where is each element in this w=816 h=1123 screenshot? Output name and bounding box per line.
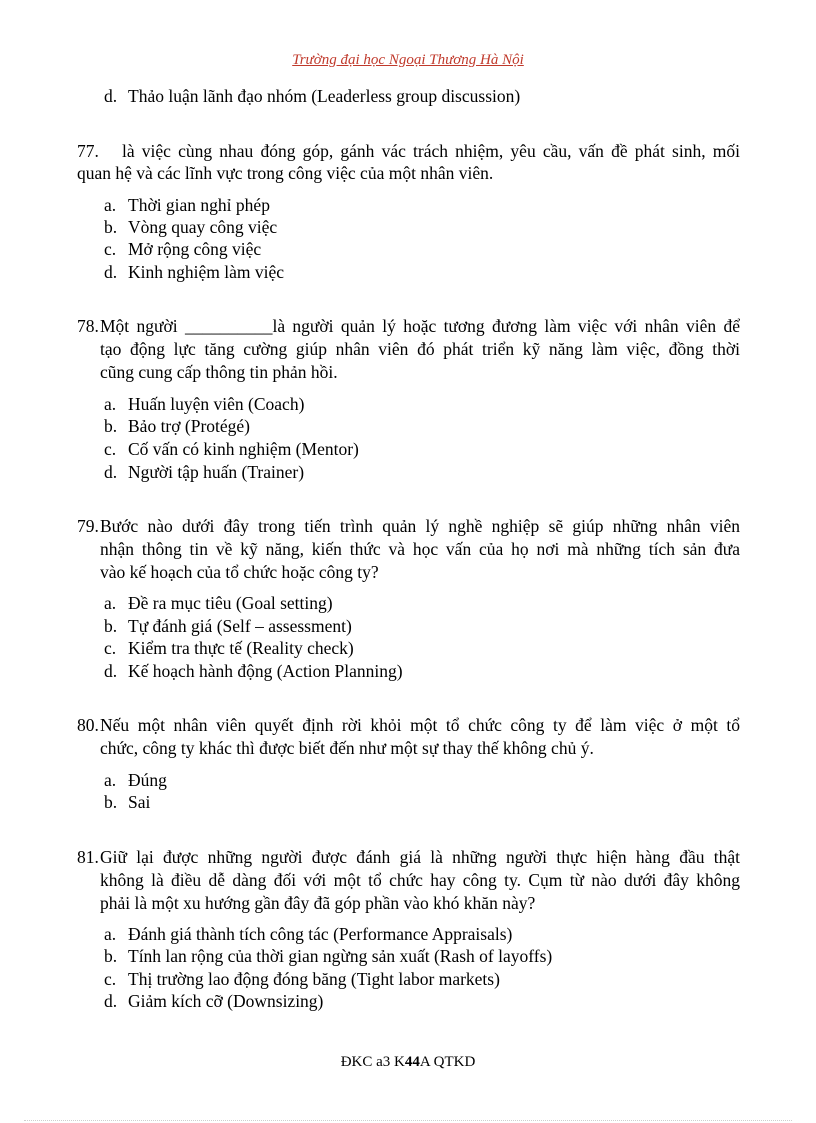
question-number: 79. bbox=[77, 516, 99, 536]
option-letter: c. bbox=[104, 638, 117, 658]
page-number: 44 bbox=[404, 1054, 420, 1070]
question-text-line: phải là một xu hướng gần đây đã góp phần vào khó khăn này? bbox=[100, 893, 536, 913]
question-text-line: không là điều dễ dàng đối với một tổ chức hay công ty. Cụm từ nào dưới đây không bbox=[100, 870, 740, 890]
option-text: Đánh giá thành tích công tác (Performance Appraisals) bbox=[128, 924, 513, 944]
question-number: 80. bbox=[77, 715, 99, 735]
option-letter: c. bbox=[104, 239, 117, 259]
option-letter: a. bbox=[104, 770, 117, 790]
option-letter: a. bbox=[104, 394, 117, 414]
option-text: Cố vấn có kinh nghiệm (Mentor) bbox=[128, 439, 359, 459]
question-text-line: cũng cung cấp thông tin phản hồi. bbox=[100, 362, 338, 382]
question-text-line: nhận thông tin về kỹ năng, kiến thức và học vấn của họ nơi mà những tích sản đưa bbox=[100, 539, 740, 559]
option-text: Mở rộng công việc bbox=[128, 239, 262, 259]
option-letter: d. bbox=[104, 262, 118, 282]
option-letter: b. bbox=[104, 217, 118, 237]
option-letter: c. bbox=[104, 439, 117, 459]
page-bottom-divider bbox=[24, 1120, 792, 1121]
option-text: Người tập huấn (Trainer) bbox=[128, 462, 305, 482]
footer-prefix: ĐKC a3 K bbox=[340, 1054, 405, 1070]
option-letter: c. bbox=[104, 969, 117, 989]
option-text: Giảm kích cỡ (Downsizing) bbox=[128, 991, 324, 1011]
question-text-line: Nếu một nhân viên quyết định rời khỏi một tổ chức công ty để làm việc ở một tổ bbox=[100, 715, 740, 735]
option-text: Kiểm tra thực tế (Reality check) bbox=[128, 638, 354, 658]
option-letter: b. bbox=[104, 616, 118, 636]
option-letter: d. bbox=[104, 462, 118, 482]
question-text-line: Bước nào dưới đây trong tiến trình quản lý nghề nghiệp sẽ giúp những nhân viên bbox=[100, 516, 740, 536]
footer-suffix: A QTKD bbox=[419, 1054, 476, 1070]
question-number: 77. bbox=[77, 141, 99, 161]
option-text: Tự đánh giá (Self – assessment) bbox=[128, 616, 352, 636]
option-text: Đề ra mục tiêu (Goal setting) bbox=[128, 593, 333, 613]
option-text: Kế hoạch hành động (Action Planning) bbox=[128, 661, 403, 681]
question-number: 78. bbox=[77, 316, 99, 336]
page-footer bbox=[0, 1054, 816, 1071]
option-letter: a. bbox=[104, 593, 117, 613]
question-text-line: quan hệ và các lĩnh vực trong công việc của một nhân viên. bbox=[77, 163, 494, 183]
option-letter: d. bbox=[104, 661, 118, 681]
option-letter: d. bbox=[104, 86, 118, 106]
option-text: Tính lan rộng của thời gian ngừng sản xuất (Rash of layoffs) bbox=[128, 946, 553, 966]
option-letter: d. bbox=[104, 991, 118, 1011]
question-text-line: tạo động lực tăng cường giúp nhân viên đó phát triển kỹ năng làm việc, đồng thời bbox=[100, 339, 740, 359]
option-text: Thời gian nghỉ phép bbox=[128, 195, 270, 215]
option-text: Sai bbox=[128, 792, 151, 812]
page-header: Trường đại học Ngoại Thương Hà Nội bbox=[292, 52, 524, 68]
option-text: Kinh nghiệm làm việc bbox=[128, 262, 285, 282]
option-text: Vòng quay công việc bbox=[128, 217, 278, 237]
question-number: 81. bbox=[77, 847, 99, 867]
option-letter: b. bbox=[104, 792, 118, 812]
option-letter: a. bbox=[104, 195, 117, 215]
question-text-line: Một người __________là người quản lý hoặc tương đương làm việc với nhân viên để bbox=[100, 316, 740, 336]
question-text-line: vào kế hoạch của tổ chức hoặc công ty? bbox=[100, 562, 379, 582]
option-text: Đúng bbox=[128, 770, 167, 790]
option-text: Thị trường lao động đóng băng (Tight labor markets) bbox=[128, 969, 500, 989]
option-letter: b. bbox=[104, 946, 118, 966]
question-text-line: chức, công ty khác thì được biết đến như một sự thay thế không chủ ý. bbox=[100, 738, 594, 758]
option-text: Huấn luyện viên (Coach) bbox=[128, 394, 305, 414]
option-letter: b. bbox=[104, 416, 118, 436]
option-text: Thảo luận lãnh đạo nhóm (Leaderless group discussion) bbox=[128, 86, 521, 106]
question-text-line: là việc cùng nhau đóng góp, gánh vác trách nhiệm, yêu cầu, vấn đề phát sinh, mối bbox=[122, 141, 740, 161]
question-text-line: Giữ lại được những người được đánh giá là những người thực hiện hàng đầu thật bbox=[100, 847, 740, 867]
option-text: Bảo trợ (Protégé) bbox=[128, 416, 250, 436]
option-letter: a. bbox=[104, 924, 117, 944]
